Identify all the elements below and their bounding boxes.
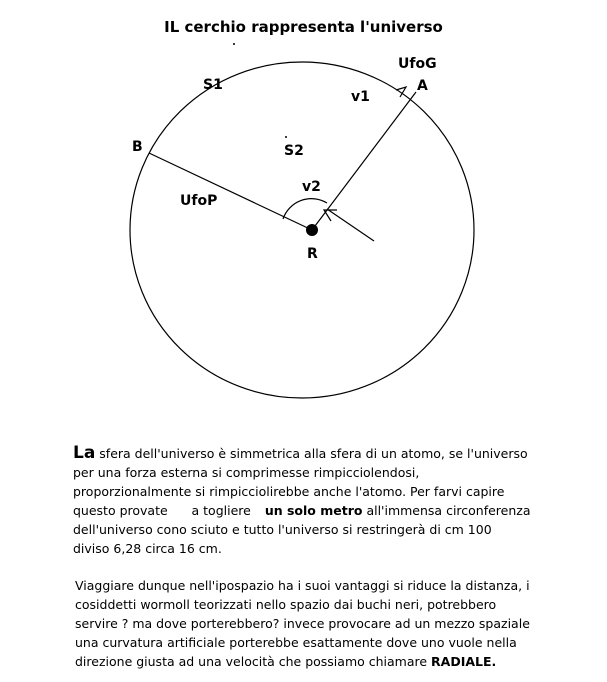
label-a: A	[417, 78, 428, 94]
para1-line4	[73, 501, 531, 520]
para1-line3: proporzionalmente si rimpicciolirebbe anche l'atomo. Per farvi capire	[73, 484, 505, 499]
dot-marker	[285, 136, 287, 138]
para2-period: .	[491, 654, 497, 669]
label-ufog: UfoG	[398, 56, 437, 72]
para1-line2: per una forza esterna si comprimesse rimpicciolendosi,	[73, 465, 420, 480]
para1-bold-phrase: un solo metro	[264, 503, 363, 518]
label-s2: S2	[284, 143, 304, 159]
center-point-r	[306, 224, 318, 236]
para1-line4-start: questo provate a togliere	[73, 503, 251, 518]
para2-line2: cosiddetti wormoll teorizzati nello spazio dai buchi neri, potrebbero	[75, 597, 497, 612]
para1-line1-text: sfera dell'universo è simmetrica alla sfera di un atomo, se l'universo	[95, 446, 528, 461]
para2-line3: servire ? ma dove porterebbero? invece provocare ad un mezzo spaziale	[75, 616, 530, 631]
para1-lead: La	[73, 443, 96, 463]
para2-line1: Viaggiare dunque nell'ipospazio ha i suoi vantaggi si riduce la distanza, i	[75, 578, 530, 593]
para1-line5: dell'universo cono sciuto e tutto l'universo si restringerà di cm 100	[73, 522, 492, 537]
para2-line5-start: direzione giusta ad una velocità che possiamo chiamare	[75, 654, 432, 669]
label-r: R	[307, 246, 318, 262]
radius-to-b	[149, 153, 312, 230]
paragraph-hyperspace	[75, 576, 530, 671]
page-title: IL cerchio rappresenta l'universo	[164, 18, 443, 36]
para1-line4-end: all'immensa circonferenza	[362, 503, 531, 518]
label-s1: S1	[203, 77, 223, 93]
para2-line4: una curvatura artificiale porterebbe esattamente dove uno vuole nella	[75, 635, 517, 650]
dot-marker	[233, 43, 235, 45]
para1-line1	[73, 444, 531, 463]
universe-circle	[130, 62, 474, 398]
paragraph-atom	[73, 444, 531, 558]
para1-line6: diviso 6,28 circa 16 cm.	[73, 541, 222, 556]
angle-arc-v2	[283, 199, 327, 219]
label-ufop: UfoP	[180, 193, 218, 209]
label-v1: v1	[351, 89, 370, 105]
para2-bold-radiale: RADIALE	[431, 654, 492, 669]
arrow-line-to-r	[327, 209, 374, 241]
label-v2: v2	[302, 179, 321, 195]
para2-line5	[75, 652, 530, 671]
label-b: B	[132, 139, 143, 155]
